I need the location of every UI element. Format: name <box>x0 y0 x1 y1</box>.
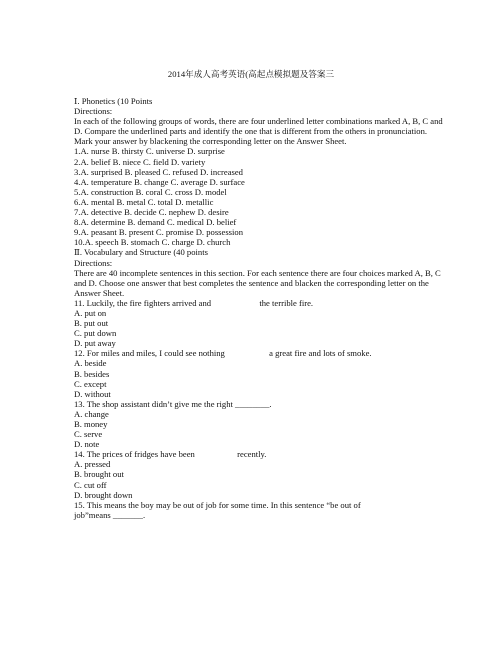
section1-directions-label: Directions: <box>74 106 113 117</box>
question-option: A. put on <box>74 307 107 318</box>
question-option: C. serve <box>74 429 103 440</box>
question-option: C. put down <box>74 328 117 339</box>
phonetics-item: 8.A. determine B. demand C. medical D. belief <box>74 217 237 228</box>
question-stem-before: 12. For miles and miles, I could see nothing <box>74 348 225 359</box>
question-stem-continued: job”means _______. <box>74 509 146 520</box>
section2-instructions: There are 40 incomplete sentences in this section. For each sentence there are four choices marked A, B, C and D. Choose one answer that best completes the sentence and blacken the corresponding letter on the Answer Sheet. <box>74 267 441 298</box>
phonetics-item: 4.A. temperature B. change C. average D. surface <box>74 176 245 187</box>
phonetics-item: 6.A. mental B. metal C. total D. metallic <box>74 196 214 207</box>
question-stem-before: 13. The shop assistant didn’t give me the right ________. <box>74 398 272 409</box>
question-option: B. money <box>74 419 108 429</box>
question-option: B. put out <box>74 318 109 329</box>
question-option: B. besides <box>74 368 110 379</box>
question-stem-before: 11. Luckily, the fire fighters arrived and <box>74 297 212 308</box>
question-stem-after: a great fire and lots of smoke. <box>269 348 372 359</box>
phonetics-item: 1.A. nurse B. thirsty C. universe D. surprise <box>74 146 225 157</box>
question-stem: 15. This means the boy may be out of job for some time. In this sentence “be out of <box>74 499 361 510</box>
question-option: A. pressed <box>74 459 111 470</box>
question-stem-after: recently. <box>237 449 267 460</box>
question-stem <box>74 298 444 308</box>
question-option: D. brought down <box>74 489 133 500</box>
question-stem-before: 14. The prices of fridges have been <box>74 449 195 460</box>
question-stem <box>74 399 444 409</box>
question-option: B. brought out <box>74 469 124 480</box>
phonetics-item: 5.A. construction B. coral C. cross D. model <box>74 186 227 197</box>
section2-heading: Ⅱ. Vocabulary and Structure (40 points <box>74 247 208 258</box>
phonetics-item: 9.A. peasant B. present C. promise D. possession <box>74 227 243 238</box>
question-option: D. put away <box>74 338 116 349</box>
question-option: A. beside <box>74 358 107 369</box>
question-option: A. change <box>74 408 109 419</box>
question-stem <box>74 348 444 358</box>
document-title: 2014年成人高考英语(高起点模拟题及答案三 <box>167 69 335 79</box>
question-option: D. note <box>74 439 100 450</box>
phonetics-item: 7.A. detective B. decide C. nephew D. desire <box>74 207 229 218</box>
section1-instructions: In each of the following groups of words, there are four underlined letter combinations marked A, B, C and D. Compare the underlined parts and identify the one that is different from the others in pronunciation. Mark your answer by blackening the corresponding letter on the Answer Sheet. <box>74 116 443 147</box>
question-stem-after: the terrible fire. <box>259 297 314 308</box>
document-body <box>74 96 444 520</box>
phonetics-item: 2.A. belief B. niece C. field D. variety <box>74 156 206 167</box>
question-option: C. except <box>74 378 107 389</box>
question-option: D. without <box>74 388 111 399</box>
phonetics-item: 10.A. speech B. stomach C. charge D. church <box>74 237 231 248</box>
question-option: C. cut off <box>74 479 107 490</box>
question-stem <box>74 449 444 459</box>
phonetics-item: 3.A. surprised B. pleased C. refused D. increased <box>74 166 243 177</box>
section1-heading: Ⅰ. Phonetics (10 Points <box>74 96 153 106</box>
section2-directions-label: Directions: <box>74 257 113 268</box>
